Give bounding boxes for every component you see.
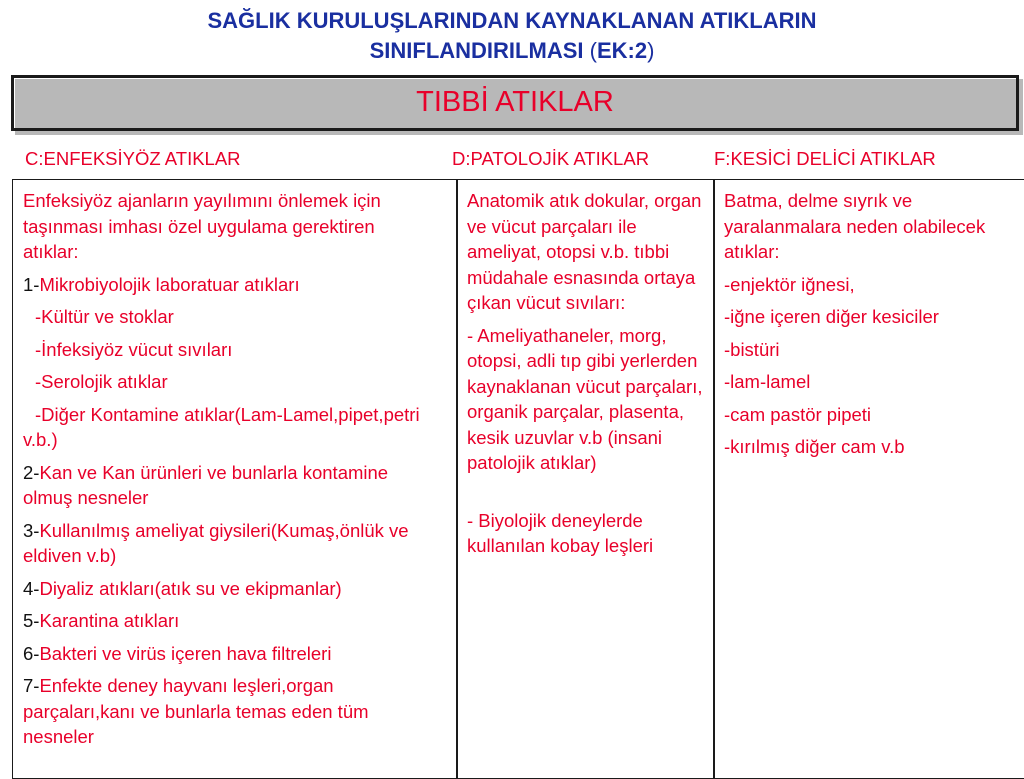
- category-f-header: F:KESİCİ DELİCİ ATIKLAR: [714, 148, 936, 169]
- subtitle-open-paren: (: [589, 38, 597, 63]
- infectious-item-7: [23, 673, 427, 750]
- infectious-item-5: [23, 608, 427, 634]
- category-d-header: D:PATOLOJİK ATIKLAR: [452, 148, 650, 169]
- infectious-subitem: -Serolojik atıklar: [35, 371, 168, 392]
- pathological-waste-column: [456, 179, 715, 779]
- sharps-item: -kırılmış diğer cam v.b: [724, 436, 905, 457]
- item-text: Kullanılmış ameliyat giysileri(Kumaş,önlük ve eldiven v.b): [23, 519, 409, 566]
- infectious-intro: Enfeksiyöz ajanların yayılımını önlemek için taşınması imhası özel uygulama gerektiren atıklar:: [23, 190, 381, 262]
- item-number: 4-: [23, 577, 40, 599]
- sharps-item: -iğne içeren diğer kesiciler: [724, 306, 939, 327]
- page-title: SAĞLIK KURULUŞLARINDAN KAYNAKLANAN ATIKLARIN: [207, 8, 817, 33]
- item-text: Karantina atıkları: [39, 610, 180, 631]
- infectious-item-2: [23, 460, 427, 511]
- subtitle-main: SINIFLANDIRILMASI: [369, 38, 590, 63]
- category-c-header: C:ENFEKSİYÖZ ATIKLAR: [25, 148, 241, 169]
- subtitle-annex: EK:2: [596, 38, 648, 63]
- subitem-text: -Diğer Kontamine atıklar(Lam-Lamel,pipet,petri v.b.): [23, 403, 420, 450]
- pathological-paragraph-3: - Biyolojik deneylerde kullanılan kobay leşleri: [467, 509, 654, 556]
- item-text: Diyaliz atıkları(atık su ve ekipmanlar): [39, 577, 342, 599]
- subtitle-close-paren: ): [647, 38, 655, 63]
- sharps-item: -bistüri: [724, 338, 780, 360]
- item-number: 3-: [23, 519, 40, 541]
- item-text: Kan ve Kan ürünleri ve bunlarla kontamine olmuş nesneler: [23, 461, 389, 508]
- sharps-waste-column: [713, 179, 1024, 779]
- item-number: 2-: [23, 461, 40, 483]
- sharps-item: -cam pastör pipeti: [724, 403, 872, 425]
- infectious-subitem: -İnfeksiyöz vücut sıvıları: [35, 338, 233, 360]
- item-number: 5-: [23, 610, 40, 631]
- infectious-subitem: [23, 402, 427, 453]
- infectious-item-1: [23, 272, 427, 298]
- item-number: 6-: [23, 642, 40, 664]
- infectious-item-3: [23, 518, 427, 569]
- item-text: Enfekte deney hayvanı leşleri,organ parçaları,kanı ve bunlarla temas eden tüm nesneler: [23, 675, 369, 747]
- infectious-subitem: -Kültür ve stoklar: [35, 306, 174, 327]
- item-text: Mikrobiyolojik laboratuar atıkları: [39, 273, 300, 295]
- sharps-intro: Batma, delme sıyrık ve yaralanmalara neden olabilecek atıklar:: [724, 190, 986, 262]
- infectious-item-6: [23, 641, 427, 667]
- pathological-intro: Anatomik atık dokular, organ ve vücut parçaları ile ameliyat, otopsi v.b. tıbbi müdahale esnasında ortaya çıkan vücut sıvıları:: [467, 190, 702, 313]
- page-subtitle: [0, 36, 1024, 66]
- pathological-paragraph-2: - Ameliyathaneler, morg, otopsi, adli tıp gibi yerlerden kaynaklanan vücut parçaları, organik parçalar, plasenta, kesik uzuvlar v.b (insani patolojik atıklar): [467, 324, 703, 473]
- item-text: Bakteri ve virüs içeren hava filtreleri: [39, 642, 332, 664]
- item-number: 7-: [23, 675, 40, 696]
- item-number: 1-: [23, 273, 40, 295]
- infectious-waste-column: [12, 179, 458, 779]
- infectious-item-4: [23, 576, 427, 602]
- sharps-item: -lam-lamel: [724, 371, 811, 392]
- medical-waste-banner: TIBBİ ATIKLAR: [11, 75, 1019, 131]
- sharps-item: -enjektör iğnesi,: [724, 273, 855, 295]
